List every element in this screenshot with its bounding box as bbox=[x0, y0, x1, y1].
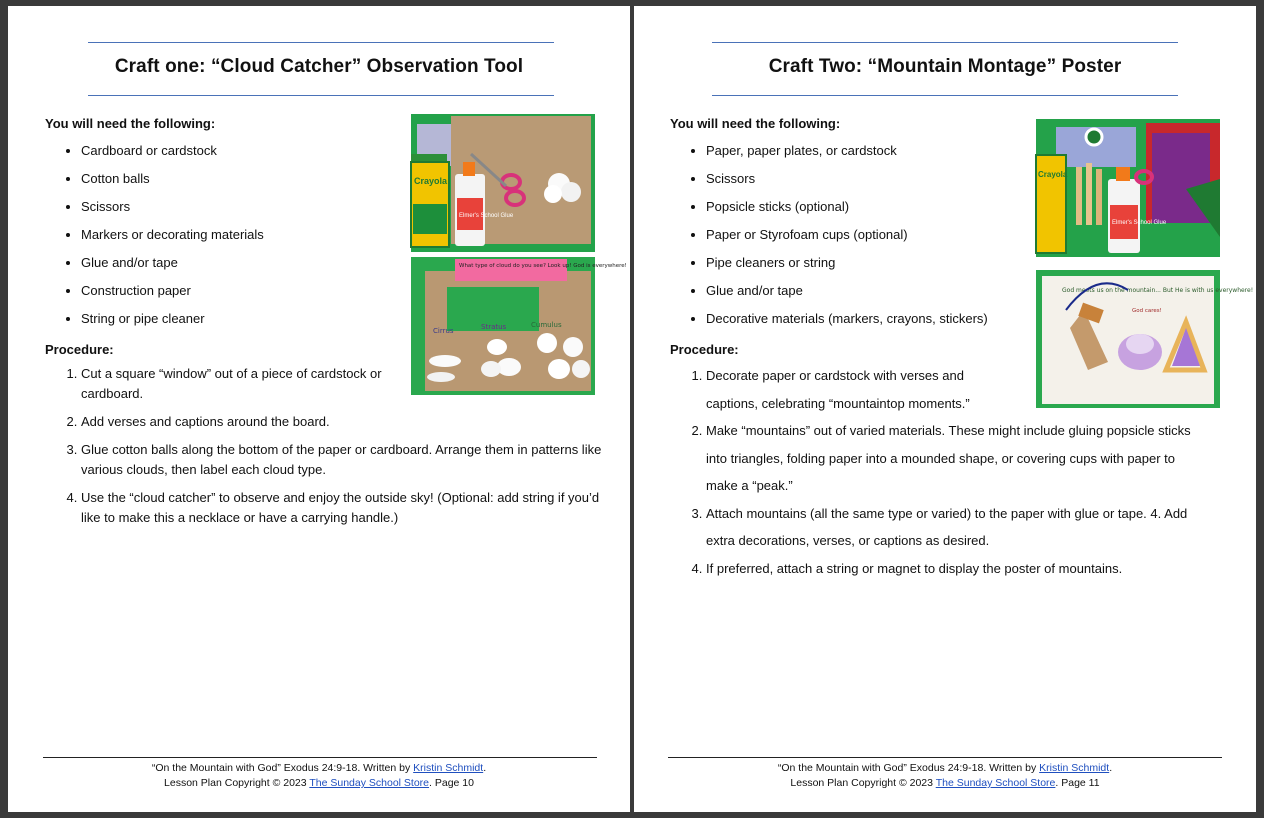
footer-text: Lesson Plan Copyright © 2023 bbox=[164, 777, 310, 789]
footer-text: “On the Mountain with God” Exodus 24:9-18. Written by bbox=[151, 762, 414, 774]
supplies-photo bbox=[1036, 119, 1220, 257]
store-link[interactable]: The Sunday School Store bbox=[309, 777, 430, 789]
materials-section bbox=[45, 115, 415, 358]
materials-heading: You will need the following: bbox=[670, 116, 841, 131]
crayola-label: Crayola bbox=[414, 176, 448, 186]
stratus-label: Stratus bbox=[481, 323, 507, 331]
glue-label: Elmer's School Glue bbox=[1112, 220, 1167, 226]
page-10 bbox=[8, 6, 630, 812]
page-11 bbox=[634, 6, 1256, 812]
craft-title: Craft Two: “Mountain Montage” Poster bbox=[768, 56, 1122, 77]
mountain-poster-photo bbox=[1036, 270, 1254, 408]
list-item: • Construction paper bbox=[81, 277, 415, 305]
page-number: . Page 11 bbox=[1055, 777, 1100, 789]
list-item: 3. Attach mountains (all the same type or varied) to the paper with glue or tape. 4. Add extra decorations, verses, or captions as desired. bbox=[706, 500, 1196, 555]
footer-rule bbox=[668, 757, 1222, 758]
poster-small-caption: God cares! bbox=[1132, 308, 1162, 314]
footer-text: . bbox=[1109, 762, 1113, 774]
craft-title: Craft one: “Cloud Catcher” Observation Tool bbox=[114, 56, 524, 77]
list-item: 4. Use the “cloud catcher” to observe and enjoy the outside sky! (Optional: add string if you’d like to make this a necklace or have a carrying handle.) bbox=[81, 488, 605, 528]
list-item: • Cotton balls bbox=[81, 165, 415, 193]
list-item: 2. Make “mountains” out of varied materials. These might include gluing popsicle sticks into triangles, folding paper into a mounded shape, or covering cups with paper to make a “peak.” bbox=[706, 417, 1200, 500]
procedure-heading: Procedure: bbox=[45, 341, 114, 357]
cloud-catcher-photo bbox=[411, 257, 627, 395]
crayola-label: Crayola bbox=[1038, 170, 1068, 179]
list-item: • Pipe cleaners or string bbox=[706, 249, 1050, 277]
title-rule-top bbox=[712, 42, 1178, 43]
title-rule-top bbox=[88, 42, 554, 43]
author-link[interactable]: Kristin Schmidt bbox=[1039, 762, 1110, 774]
title-rule-bottom bbox=[712, 95, 1178, 96]
footer-rule bbox=[43, 757, 597, 758]
list-item: • Paper, paper plates, or cardstock bbox=[706, 137, 1050, 165]
poster-caption: God meets us on the mountain... But He is with us everywhere! bbox=[1062, 287, 1254, 294]
store-link[interactable]: The Sunday School Store bbox=[935, 777, 1056, 789]
materials-section bbox=[670, 115, 1050, 358]
cirrus-label: Cirrus bbox=[433, 327, 454, 335]
list-item: • Glue and/or tape bbox=[81, 249, 415, 277]
author-link[interactable]: Kristin Schmidt bbox=[413, 762, 484, 774]
list-item: • Paper or Styrofoam cups (optional) bbox=[706, 221, 1050, 249]
procedure-heading: Procedure: bbox=[670, 341, 739, 357]
list-item: • Markers or decorating materials bbox=[81, 221, 415, 249]
list-item: 1. Decorate paper or cardstock with verses and captions, celebrating “mountaintop moments.” bbox=[706, 362, 1016, 417]
list-item: 4. If preferred, attach a string or magnet to display the poster of mountains. bbox=[706, 555, 1200, 583]
list-item: 2. Add verses and captions around the board. bbox=[81, 412, 605, 432]
pink-caption: What type of cloud do you see? Look up! God is everywhere! bbox=[459, 263, 627, 269]
list-item: • Scissors bbox=[81, 193, 415, 221]
footer-text: . bbox=[483, 762, 487, 774]
footer-text: “On the Mountain with God” Exodus 24:9-18. Written by bbox=[777, 762, 1040, 774]
list-item: • Cardboard or cardstock bbox=[81, 137, 415, 165]
supplies-photo bbox=[411, 114, 595, 252]
list-item: 1. Cut a square “window” out of a piece of cardstock or cardboard. bbox=[81, 364, 401, 404]
page-number: . Page 10 bbox=[429, 777, 474, 789]
footer-text: Lesson Plan Copyright © 2023 bbox=[790, 777, 936, 789]
materials-list bbox=[670, 137, 1050, 333]
footer bbox=[8, 761, 630, 791]
title-rule-bottom bbox=[88, 95, 554, 96]
list-item: 3. Glue cotton balls along the bottom of the paper or cardboard. Arrange them in patterns like various clouds, then label each cloud type. bbox=[81, 440, 605, 480]
glue-label: Elmer's School Glue bbox=[459, 213, 514, 219]
list-item: • String or pipe cleaner bbox=[81, 305, 415, 333]
list-item: • Scissors bbox=[706, 165, 1050, 193]
cumulus-label: Cumulus bbox=[531, 321, 562, 329]
list-item: • Popsicle sticks (optional) bbox=[706, 193, 1050, 221]
materials-list bbox=[45, 137, 415, 333]
materials-heading: You will need the following: bbox=[45, 116, 216, 131]
list-item: • Glue and/or tape bbox=[706, 277, 1050, 305]
footer bbox=[634, 761, 1256, 791]
list-item: • Decorative materials (markers, crayons, stickers) bbox=[706, 305, 1050, 333]
